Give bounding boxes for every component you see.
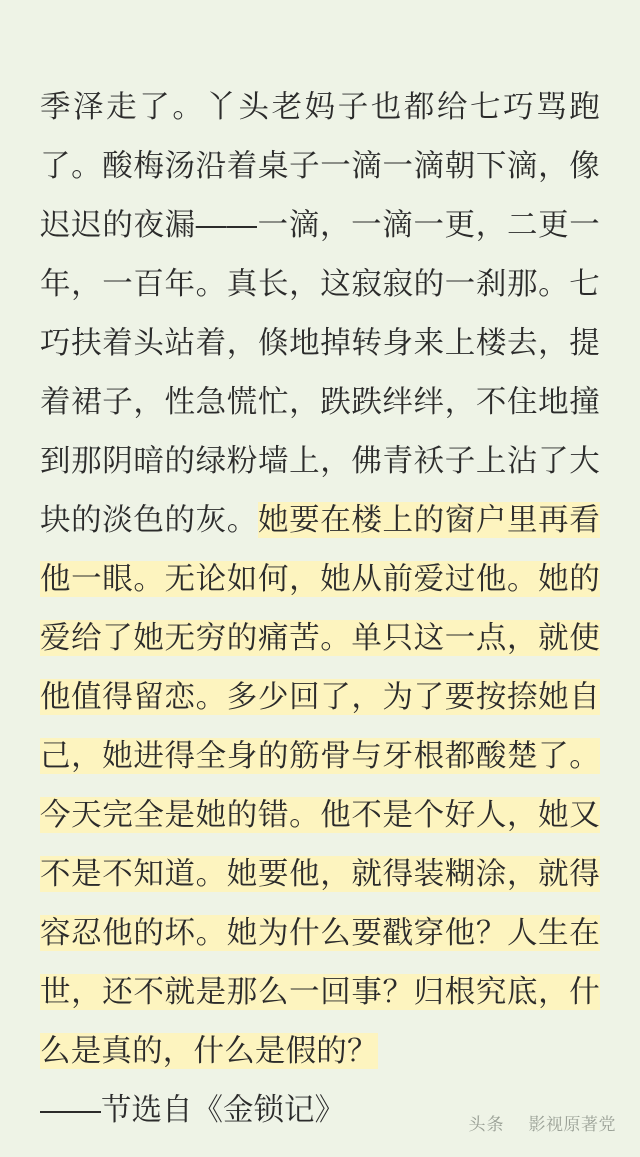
- account-name-label: 影视原著党: [528, 1115, 616, 1134]
- paragraph-segment-plain: 季泽走了。丫头老妈子也都给七巧骂跑了。酸梅汤沿着桌子一滴一滴朝下滴，像迟迟的夜漏——一滴，一滴一更，二更一年，一百年。真长，这寂寂的一刹那。七巧扶着头站着，倏地掉转身来上楼去，提着裙子，性急慌忙，跌跌绊绊，不住地撞到那阴暗的绿粉墙上，佛青袄子上沾了大块的淡色的灰。: [40, 90, 600, 537]
- toutiao-logo-icon: 头条: [468, 1115, 505, 1134]
- paragraph-segment-highlighted: 她要在楼上的窗户里再看他一眼。无论如何，她从前爱过他。她的爱给了她无穷的痛苦。单只这一点，就使他值得留恋。多少回了，为了要按捺她自己，她进得全身的筋骨与牙根都酸楚了。今天完全是她的错。他不是个好人，她又不是不知道。她要他，就得装糊涂，就得容忍他的坏。她为什么要戳穿他？人生在世，还不就是那么一回事？归根究底，什么是真的，什么是假的？: [40, 503, 600, 1068]
- source-attribution: ——节选自《金锁记》: [40, 1093, 345, 1127]
- body-paragraph: [40, 78, 600, 1081]
- watermark: [469, 1113, 617, 1137]
- document-body: [40, 78, 600, 1140]
